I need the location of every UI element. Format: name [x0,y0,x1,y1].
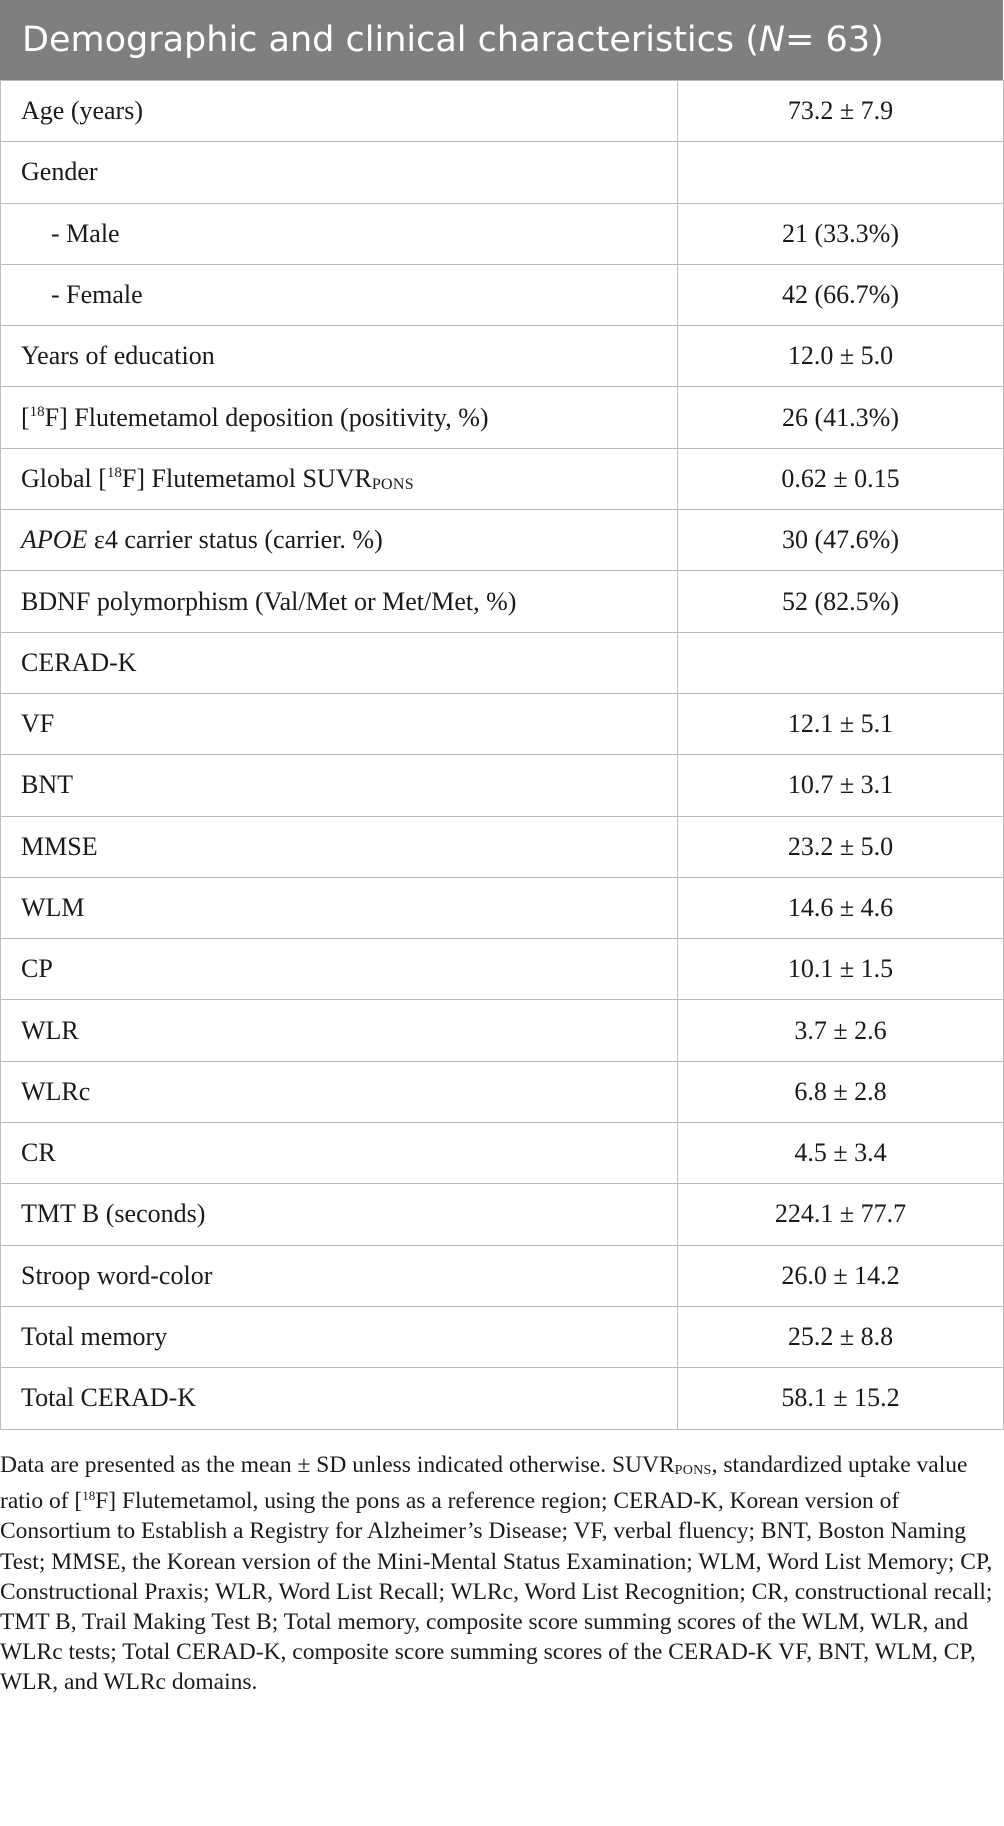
row-label [1,448,678,509]
label-part: ε4 carrier status (carrier. %) [87,525,383,555]
table-row [1,632,1004,693]
table-row [1,326,1004,387]
table-row [1,1368,1004,1429]
table-row [1,571,1004,632]
table-row [1,816,1004,877]
row-label: CR [1,1123,678,1184]
table-row [1,1245,1004,1306]
table-row [1,877,1004,938]
table-row [1,1123,1004,1184]
label-part: F] Flutemetamol deposition (positivity, %) [44,402,489,432]
row-label: TMT B (seconds) [1,1184,678,1245]
row-label: WLRc [1,1061,678,1122]
row-label: - Female [1,264,678,325]
row-value: 21 (33.3%) [678,203,1004,264]
row-label: Years of education [1,326,678,387]
row-value: 25.2 ± 8.8 [678,1306,1004,1367]
footnote-part: , standardized uptake value ratio of [ [0,1452,968,1515]
table-row [1,264,1004,325]
row-value: 224.1 ± 77.7 [678,1184,1004,1245]
row-value: 23.2 ± 5.0 [678,816,1004,877]
row-label: BDNF polymorphism (Val/Met or Met/Met, %) [1,571,678,632]
table-row [1,1061,1004,1122]
row-label: MMSE [1,816,678,877]
table-title-n: N [758,20,786,60]
row-label: WLM [1,877,678,938]
row-value: 6.8 ± 2.8 [678,1061,1004,1122]
row-value: 10.7 ± 3.1 [678,755,1004,816]
row-value: 0.62 ± 0.15 [678,448,1004,509]
label-part: Global [ [21,463,107,493]
row-label: - Male [1,203,678,264]
table-title [0,0,1003,80]
row-value: 14.6 ± 4.6 [678,877,1004,938]
row-label [1,387,678,448]
table-title-prefix: Demographic and clinical characteristics ( [22,20,759,60]
table-row [1,81,1004,142]
row-value: 58.1 ± 15.2 [678,1368,1004,1429]
table-row [1,939,1004,1000]
row-value [678,632,1004,693]
footnote-part: Data are presented as the mean ± SD unless indicated otherwise. SUVR [0,1452,675,1478]
label-italic: APOE [21,525,88,555]
row-label: CERAD-K [1,632,678,693]
label-subscript: PONS [371,475,414,493]
table-row [1,755,1004,816]
table-row [1,203,1004,264]
row-value: 26.0 ± 14.2 [678,1245,1004,1306]
footnote-subscript: PONS [674,1463,712,1478]
label-superscript: 18 [29,403,45,420]
data-table [0,80,1004,1430]
row-value: 30 (47.6%) [678,510,1004,571]
table-row [1,448,1004,509]
row-label: CP [1,939,678,1000]
row-label: VF [1,693,678,754]
table-row [1,387,1004,448]
row-value: 73.2 ± 7.9 [678,81,1004,142]
table-row [1,693,1004,754]
label-part: [ [21,402,30,432]
label-part: F] Flutemetamol SUVR [121,463,372,493]
row-value: 3.7 ± 2.6 [678,1000,1004,1061]
row-value: 12.1 ± 5.1 [678,693,1004,754]
table-footnote [0,1450,1000,1698]
row-label: BNT [1,755,678,816]
footnote-part: F] Flutemetamol, using the pons as a reference region; CERAD-K, Korean version of Consortium to Establish a Registry for Alzheimer’s Disease; VF, verbal fluency; BNT, Boston Naming Test; MMSE, the Korean version of the Mini-Mental Status Examination; WLM, Word List Memory; CP, Constructional Praxis; WLR, Word List Recall; WLRc, Word List Recognition; CR, constructional recall; TMT B, Trail Making Test B; Total memory, composite score summing scores of the WLM, WLR, and WLRc tests; Total CERAD-K, composite score summing scores of the CERAD-K VF, BNT, WLM, CP, WLR, and WLRc domains. [0,1488,993,1696]
row-value: 4.5 ± 3.4 [678,1123,1004,1184]
row-value: 12.0 ± 5.0 [678,326,1004,387]
table-row [1,142,1004,203]
row-label: Stroop word-color [1,1245,678,1306]
table-title-suffix: = 63) [785,20,884,60]
row-label [1,510,678,571]
row-value: 26 (41.3%) [678,387,1004,448]
row-value: 42 (66.7%) [678,264,1004,325]
footnote-superscript: 18 [82,1488,96,1504]
row-value [678,142,1004,203]
row-value: 52 (82.5%) [678,571,1004,632]
row-label: Age (years) [1,81,678,142]
row-label: WLR [1,1000,678,1061]
row-label: Gender [1,142,678,203]
row-label: Total CERAD-K [1,1368,678,1429]
row-label: Total memory [1,1306,678,1367]
table-row [1,1184,1004,1245]
table-row [1,1306,1004,1367]
table-row [1,1000,1004,1061]
table-row [1,510,1004,571]
label-superscript: 18 [106,464,122,481]
row-value: 10.1 ± 1.5 [678,939,1004,1000]
